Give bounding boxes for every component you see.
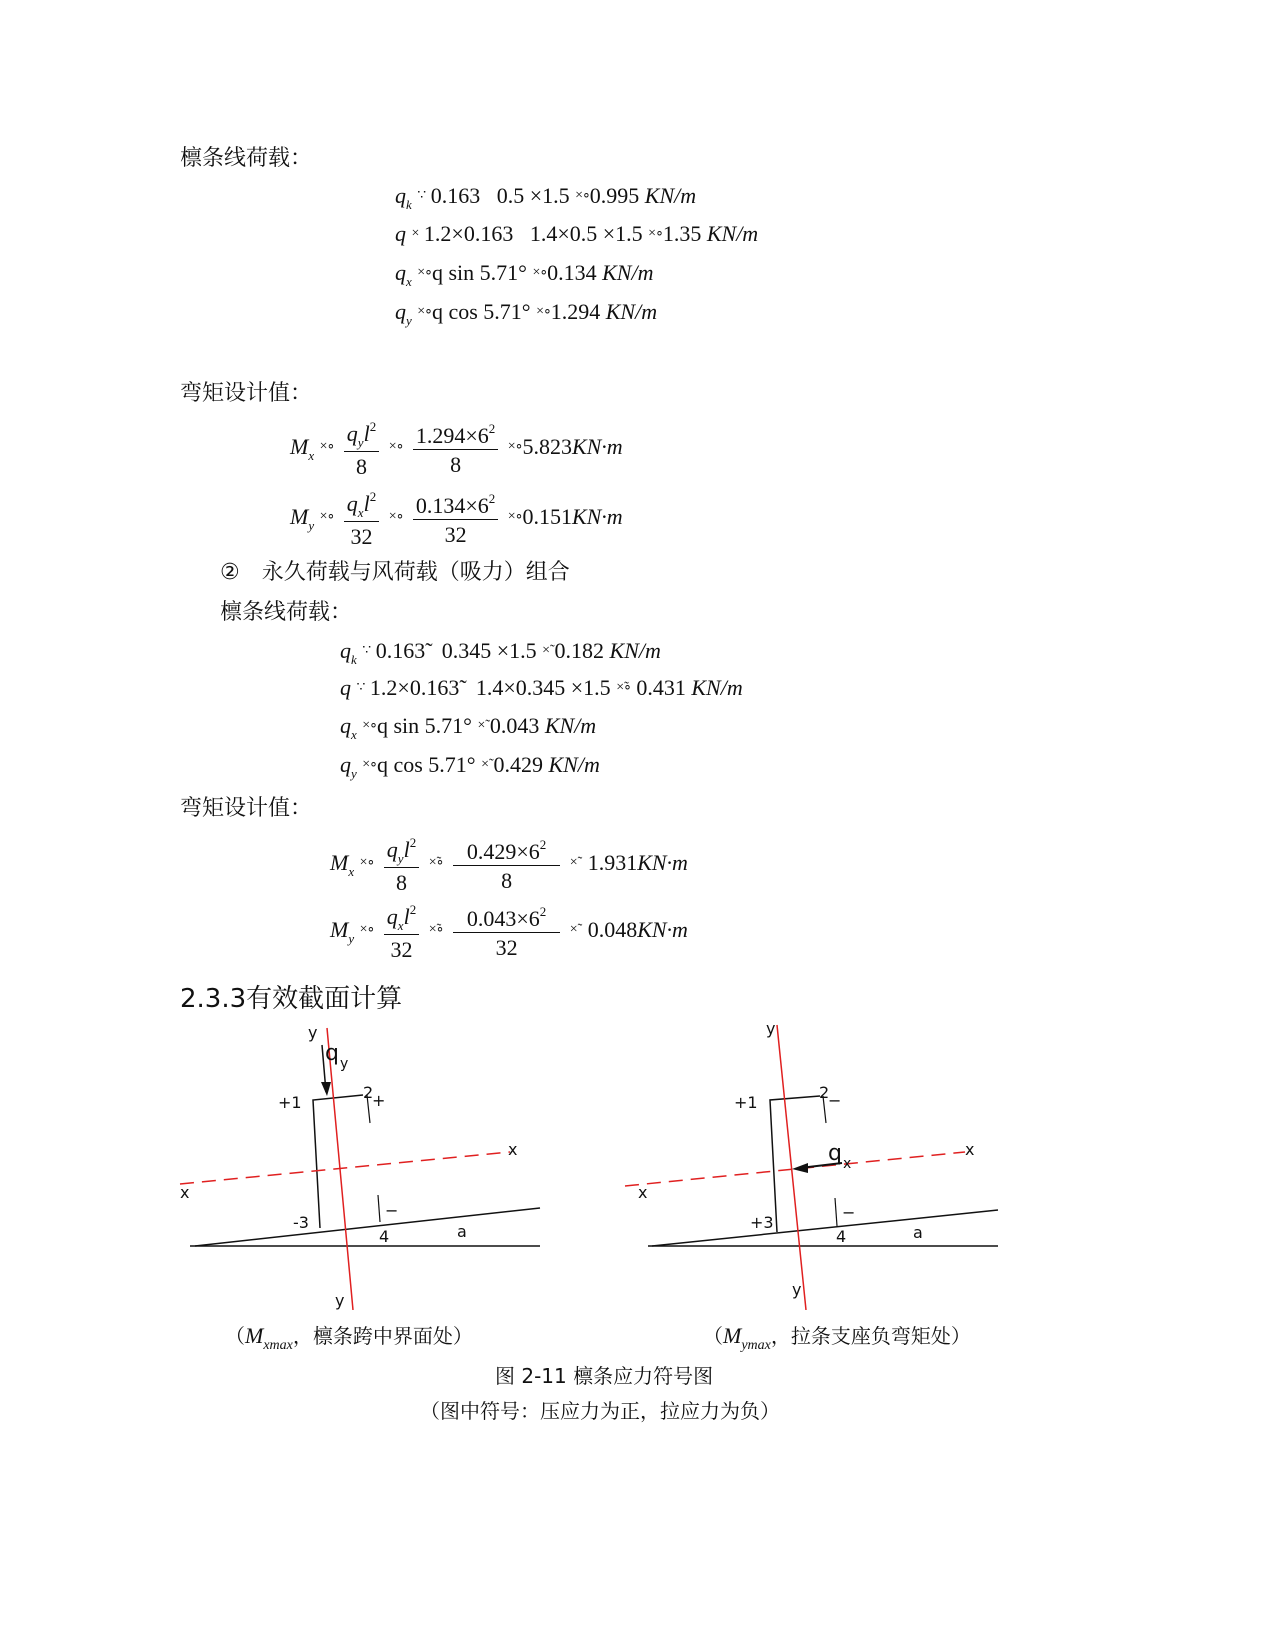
section2-moment-label: 弯矩设计值：: [180, 796, 313, 821]
eq-qy-1: $q_y$ ×∘q cos 5.71° ×∘1.294 KN/m: [395, 299, 658, 328]
eq-my-1: $M_y$ ×∘ $\frac{q_xl^2}{32}$ ×∘ $\frac{0.134\times 6^2}{32}$ ×∘0.151KN·m: [290, 489, 623, 549]
label-a: a: [457, 1222, 467, 1241]
label-load-sub: y: [340, 1056, 349, 1072]
eq-mx-1: $M_x$ ×∘ $\frac{q_yl^2}{8}$ ×∘ $\frac{1.294\times 6^2}{8}$ ×∘5.823KN·m: [290, 419, 623, 479]
eq-qy-2: $q_y$ ×∘q cos 5.71° ×̃ 0.429 KN/m: [340, 752, 600, 781]
tick-line: [835, 1198, 837, 1226]
eq-qx-2: $q_x$ ×∘q sin 5.71° ×̃ 0.043 KN/m: [340, 713, 597, 742]
label-p2: 2: [819, 1083, 830, 1102]
eq-mx-2: $M_x$ ×∘ $\frac{q_yl^2}{8}$ ×̃∘ $\frac{0.429\times 6^2}{8}$ ×̃ 1.931KN·m: [330, 835, 688, 895]
label-p2-sign: +: [372, 1091, 386, 1110]
section1-label: 檩条线荷载：: [180, 146, 313, 171]
figure-left-diagram: [175, 1020, 555, 1310]
label-load-sub: x: [843, 1156, 852, 1172]
figure-right-diagram: [620, 1020, 1010, 1310]
eq-my-2: $M_y$ ×∘ $\frac{q_xl^2}{32}$ ×̃∘ $\frac{0.043\times 6^2}{32}$ ×̃ 0.048KN·m: [330, 902, 688, 962]
channel-section: [313, 1095, 363, 1228]
section2-title: ② 永久荷载与风荷载（吸力）组合: [220, 560, 570, 585]
label-p2: 2: [363, 1083, 374, 1102]
label-p4: 4: [836, 1227, 847, 1246]
rafter-line: [195, 1208, 540, 1246]
figure-right-caption: （$M_{ymax}$，拉条支座负弯矩处）: [703, 1323, 971, 1353]
label-p3: +3: [750, 1213, 774, 1232]
eq-q-1: q × 1.2×0.163 1.4×0.5 ×1.5 ×∘1.35 KN/m: [395, 221, 759, 246]
label-load: q: [325, 1041, 339, 1066]
label-p3: -3: [293, 1213, 309, 1232]
load-arrow-head: [321, 1082, 331, 1096]
label-x-right: x: [965, 1140, 975, 1159]
label-p1: +1: [734, 1093, 758, 1112]
label-p4-sign: −: [385, 1201, 399, 1220]
label-y-bottom: y: [792, 1280, 802, 1299]
label-x-left: x: [180, 1183, 190, 1202]
tick-line: [378, 1195, 380, 1222]
label-y-top: y: [766, 1020, 776, 1038]
label-a: a: [913, 1223, 923, 1242]
figure-left-caption: （$M_{xmax}$，檩条跨中界面处）: [225, 1323, 473, 1353]
load-arrow-head: [792, 1163, 808, 1173]
section1-moment-label: 弯矩设计值：: [180, 381, 313, 406]
label-p4-sign: −: [842, 1203, 856, 1222]
label-p1: +1: [278, 1093, 302, 1112]
x-axis: [180, 1152, 510, 1184]
label-x-left: x: [638, 1183, 648, 1202]
label-p4: 4: [379, 1227, 390, 1246]
section2-label: 檩条线荷载：: [220, 600, 353, 625]
figure-title: 图 2-11 檩条应力符号图: [495, 1364, 714, 1388]
label-y-bottom: y: [335, 1291, 345, 1310]
label-load: q: [828, 1141, 842, 1166]
channel-section: [770, 1096, 820, 1232]
rafter-line: [652, 1210, 998, 1246]
figure-note: （图中符号：压应力为正，拉应力为负）: [420, 1399, 780, 1423]
label-y-top: y: [308, 1023, 318, 1042]
eq-qk-2: $q_k$ ∵ 0.163̃ 0.345 ×1.5 ×̃ 0.182 KN/m: [340, 638, 661, 667]
label-p2-sign: −: [828, 1091, 842, 1110]
eq-qk-1: $q_k$ ∵ 0.163 0.5 ×1.5 ×∘0.995 KN/m: [395, 183, 697, 212]
eq-qx-1: $q_x$ ×∘q sin 5.71° ×∘0.134 KN/m: [395, 260, 654, 289]
label-x-right: x: [508, 1140, 518, 1159]
section-heading: 2.3.3有效截面计算: [180, 984, 403, 1014]
eq-q-2: q ∵ 1.2×0.163̃ 1.4×0.345 ×1.5 ×̃∘ 0.431 KN/m: [340, 675, 743, 700]
